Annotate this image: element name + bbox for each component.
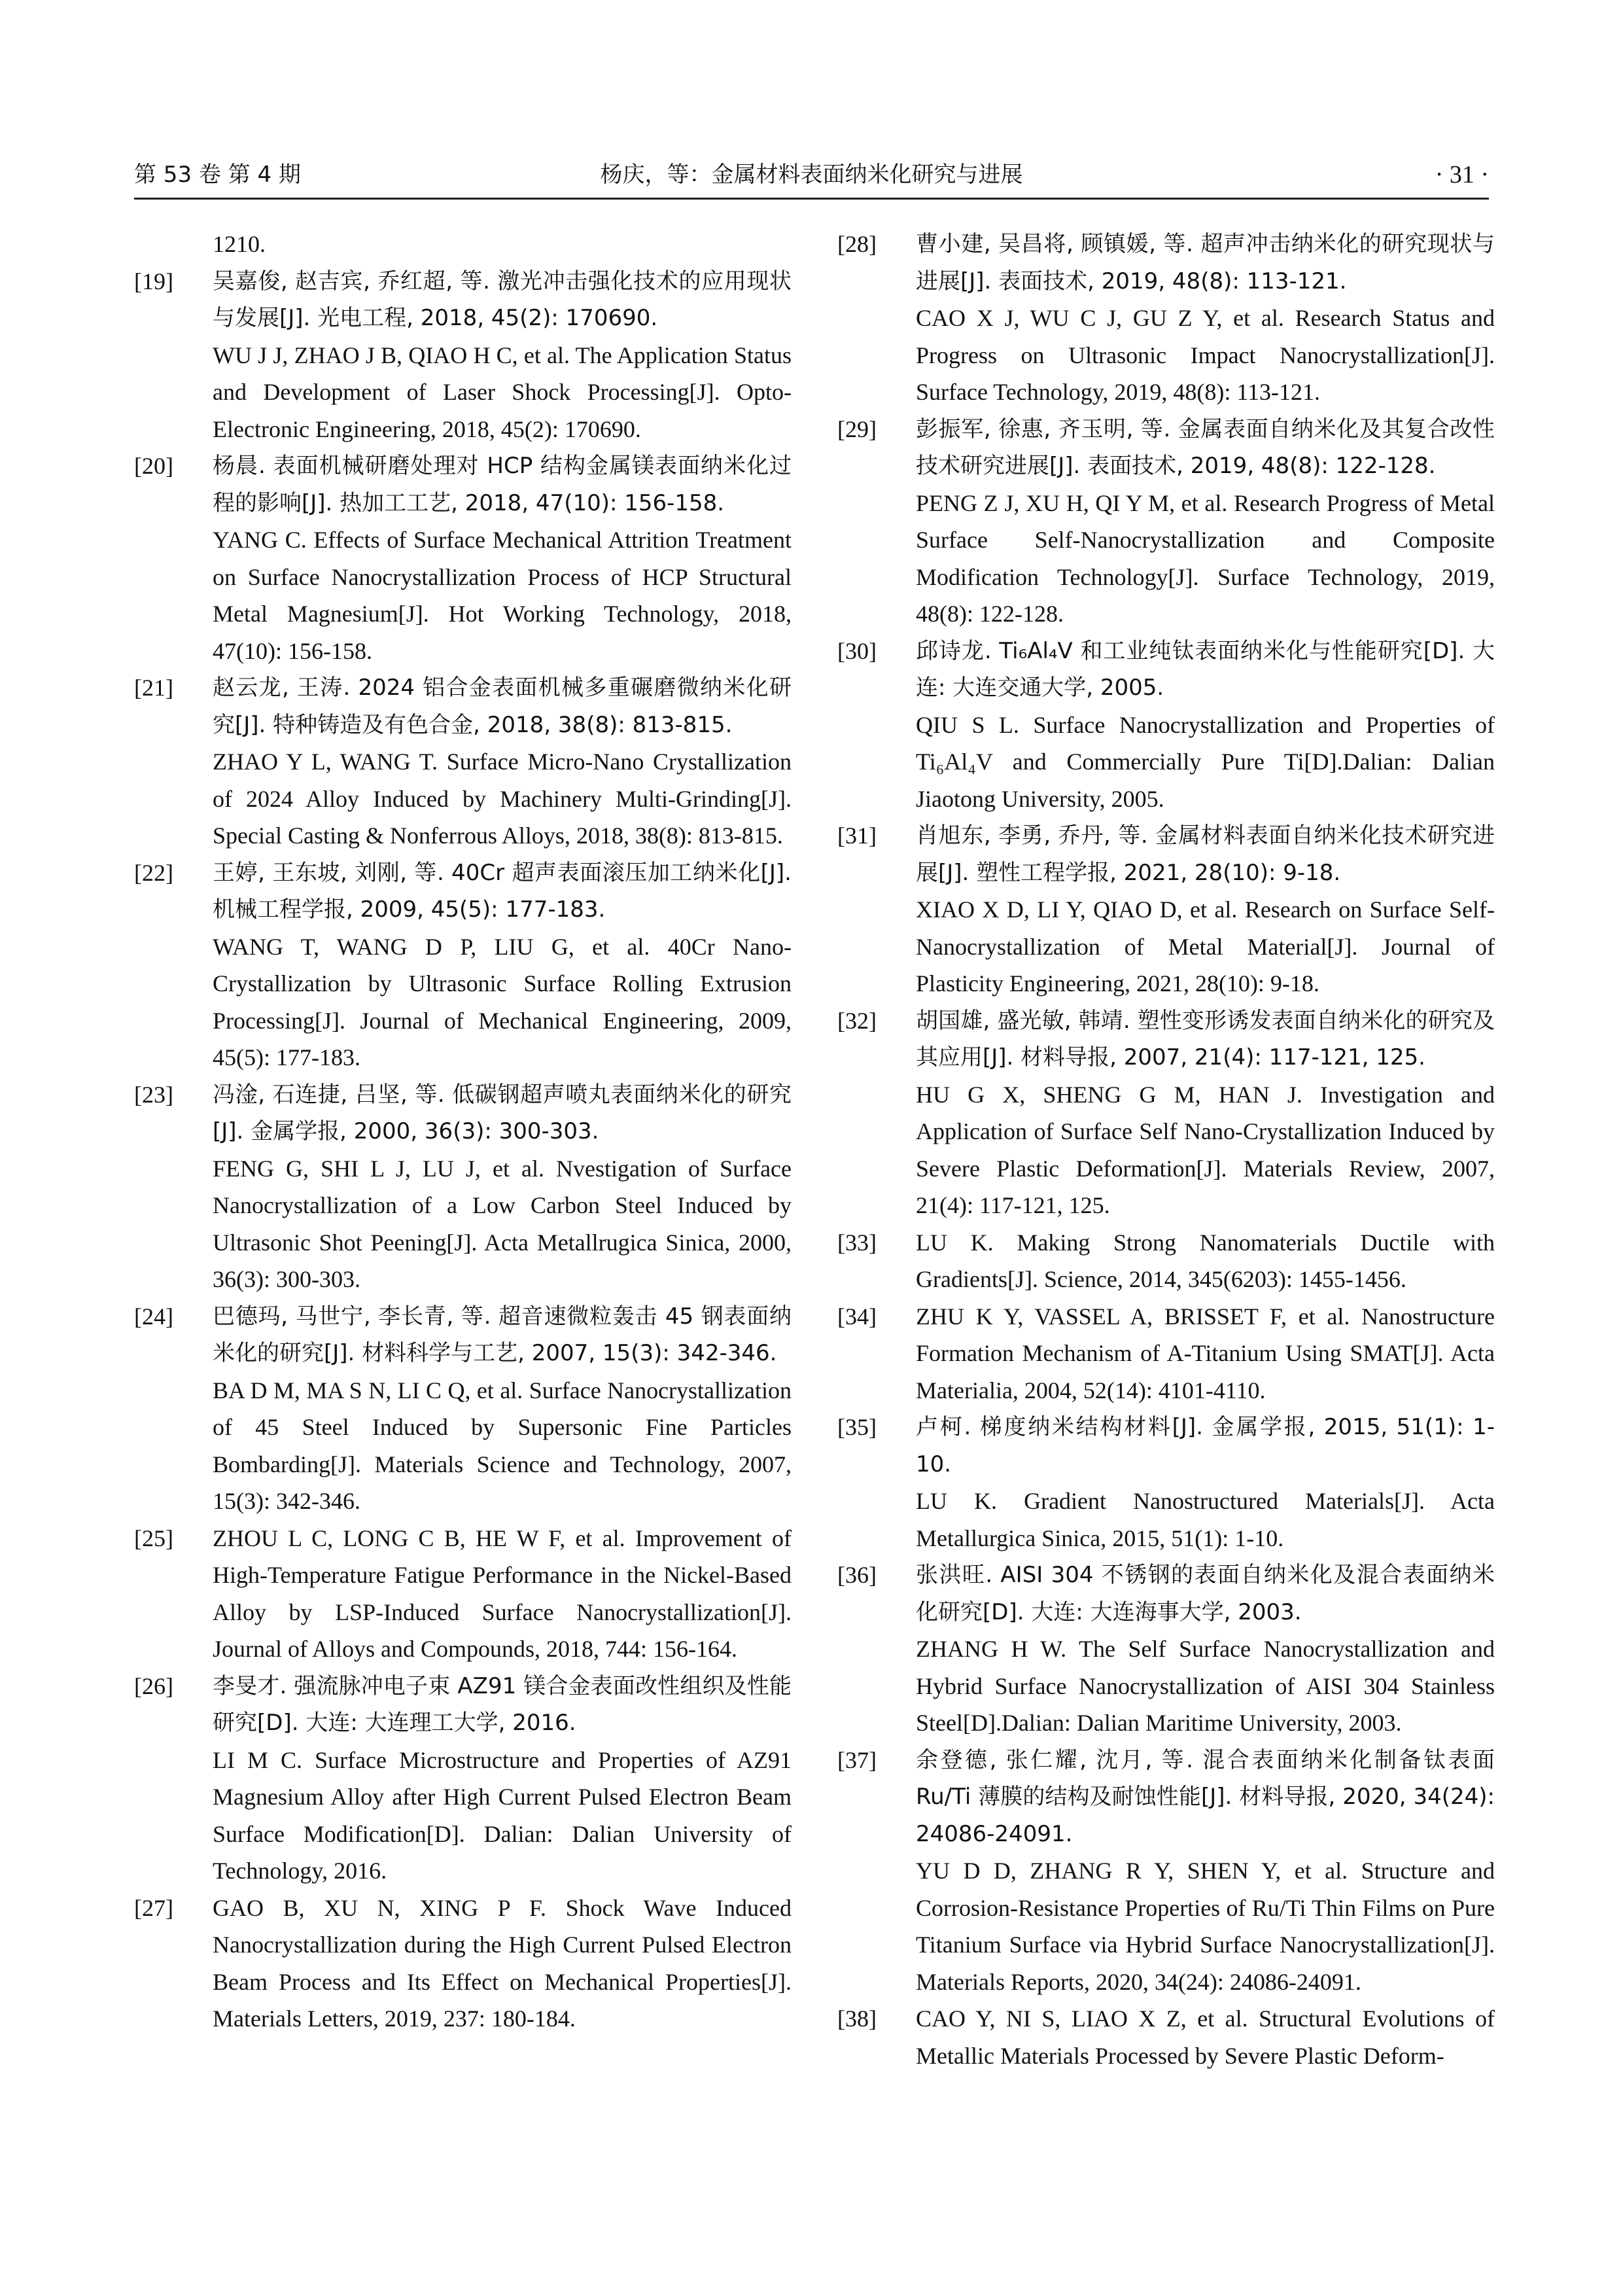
reference-number: [31] — [837, 822, 877, 849]
reference-english: QIU S L. Surface Nanocrystallization and Properties of Ti₆Al₄V and Commercially Pure Ti[D].Dalian: Dalian Jiaotong University, 2005. — [916, 711, 1495, 812]
reference-number: [29] — [837, 415, 877, 442]
reference-body — [916, 1002, 1495, 1224]
left-column — [134, 226, 792, 2038]
reference-english: PENG Z J, XU H, QI Y M, et al. Research Progress of Metal Surface Self-Nanocrystallization and Composite Modification Technology[J]. Surface Technology, 2019, 48(8): 122-128. — [916, 489, 1495, 627]
reference-number: [33] — [837, 1229, 877, 1256]
reference-number: [25] — [134, 1525, 173, 1551]
reference-body — [213, 1298, 792, 1520]
reference-body — [916, 411, 1495, 633]
reference-body — [916, 1298, 1495, 1409]
page-number: · 31 · — [1435, 161, 1489, 188]
reference-english: XIAO X D, LI Y, QIAO D, et al. Research on Surface Self-Nanocrystallization of Metal Material[J]. Journal of Plasticity Engineering, 2021, 28(10): 9-18. — [916, 896, 1495, 997]
reference-chinese: 吴嘉俊, 赵吉宾, 乔红超, 等. 激光冲击强化技术的应用现状与发展[J]. 光电工程, 2018, 45(2): 170690. — [213, 268, 792, 331]
reference-english: ZHANG H W. The Self Surface Nanocrystallization and Hybrid Surface Nanocrystallization of AISI 304 Stainless Steel[D].Dalian: Dalian Maritime University, 2003. — [916, 1636, 1495, 1736]
reference-english: WU J J, ZHAO J B, QIAO H C, et al. The Application Status and Development of Laser Shock Processing[J]. Opto-Electronic Engineering, 2018, 45(2): 170690. — [213, 342, 792, 442]
reference-item — [134, 669, 792, 855]
reference-item — [837, 1557, 1495, 1742]
running-header — [134, 152, 1489, 200]
reference-item — [134, 263, 792, 448]
reference-number: [21] — [134, 675, 173, 701]
reference-number: [22] — [134, 859, 173, 886]
reference-chinese: 李旻才. 强流脉冲电子束 AZ91 镁合金表面改性组织及性能研究[D]. 大连: 大连理工大学, 2016. — [213, 1672, 792, 1736]
reference-body — [213, 669, 792, 855]
reference-english: CAO X J, WU C J, GU Z Y, et al. Research Status and Progress on Ultrasonic Impact Nanocrystallization[J]. Surface Technology, 2019, 48(8): 113-121. — [916, 305, 1495, 405]
reference-item — [134, 1890, 792, 2038]
reference-number: [36] — [837, 1562, 877, 1588]
reference-english: LU K. Gradient Nanostructured Materials[J]. Acta Metallurgica Sinica, 2015, 51(1): 1-10. — [916, 1488, 1495, 1551]
reference-chinese: 冯淦, 石连捷, 吕坚, 等. 低碳钢超声喷丸表面纳米化的研究[J]. 金属学报, 2000, 36(3): 300-303. — [213, 1081, 792, 1144]
reference-body — [916, 226, 1495, 411]
reference-number: [23] — [134, 1081, 173, 1108]
reference-chinese: 杨晨. 表面机械研磨处理对 HCP 结构金属镁表面纳米化过程的影响[J]. 热加工工艺, 2018, 47(10): 156-158. — [213, 453, 792, 516]
reference-body — [213, 855, 792, 1076]
reference-body — [213, 263, 792, 448]
reference-english: GAO B, XU N, XING P F. Shock Wave Induced Nanocrystallization during the High Current Pulsed Electron Beam Process and Its Effect on Mechanical Properties[J]. Materials Letters, 2019, 237: 180-184. — [213, 1894, 792, 2032]
reference-english: LI M C. Surface Microstructure and Properties of AZ91 Magnesium Alloy after High Current Pulsed Electron Beam Surface Modification[D]. Dalian: Dalian University of Technology, 2016. — [213, 1746, 792, 1884]
issue-info: 第 53 卷 第 4 期 — [134, 162, 301, 188]
reference-english: CAO Y, NI S, LIAO X Z, et al. Structural Evolutions of Metallic Materials Processed by Severe Plastic Deform- — [916, 2005, 1495, 2069]
left-reference-list — [134, 263, 792, 2038]
reference-english: ZHOU L C, LONG C B, HE W F, et al. Improvement of High-Temperature Fatigue Performance in the Nickel-Based Alloy by LSP-Induced Surface Nanocrystallization[J]. Journal of Alloys and Compounds, 2018, 744: 156-164. — [213, 1525, 792, 1662]
reference-chinese: 巴德玛, 马世宁, 李长青, 等. 超音速微粒轰击 45 钢表面纳米化的研究[J]. 材料科学与工艺, 2007, 15(3): 342-346. — [213, 1303, 792, 1366]
running-title: 杨庆，等：金属材料表面纳米化研究与进展 — [600, 162, 1023, 188]
reference-item — [837, 1224, 1495, 1298]
reference-english: ZHAO Y L, WANG T. Surface Micro-Nano Crystallization of 2024 Alloy Induced by Machinery Multi-Grinding[J]. Special Casting & Nonferrous Alloys, 2018, 38(8): 813-815. — [213, 749, 792, 849]
right-reference-list — [837, 226, 1495, 2074]
reference-chinese: 曹小建, 吴昌将, 顾镇媛, 等. 超声冲击纳米化的研究现状与进展[J]. 表面技术, 2019, 48(8): 113-121. — [916, 231, 1495, 294]
reference-number: [24] — [134, 1303, 173, 1330]
reference-chinese: 王婷, 王东坡, 刘刚, 等. 40Cr 超声表面滚压加工纳米化[J]. 机械工程学报, 2009, 45(5): 177-183. — [213, 859, 792, 923]
reference-body — [916, 817, 1495, 1002]
reference-number: [20] — [134, 453, 173, 479]
reference-body — [213, 1076, 792, 1298]
reference-chinese: 彭振军, 徐惠, 齐玉明, 等. 金属表面自纳米化及其复合改性技术研究进展[J]. 表面技术, 2019, 48(8): 122-128. — [916, 415, 1495, 479]
reference-item — [837, 1002, 1495, 1224]
reference-chinese: 胡国雄, 盛光敏, 韩靖. 塑性变形诱发表面自纳米化的研究及其应用[J]. 材料导报, 2007, 21(4): 117-121, 125. — [916, 1007, 1495, 1070]
reference-item — [837, 1298, 1495, 1409]
reference-number: [28] — [837, 231, 877, 257]
reference-english: FENG G, SHI L J, LU J, et al. Nvestigation of Surface Nanocrystallization of a Low Carbon Steel Induced by Ultrasonic Shot Peening[J]. Acta Metallrugica Sinica, 2000, 36(3): 300-303. — [213, 1155, 792, 1292]
reference-item — [134, 1298, 792, 1520]
reference-english: YANG C. Effects of Surface Mechanical Attrition Treatment on Surface Nanocrystallization Process of HCP Structural Metal Magnesium[J]. Hot Working Technology, 2018, 47(10): 156-158. — [213, 527, 792, 664]
reference-item — [837, 1409, 1495, 1557]
reference-english: ZHU K Y, VASSEL A, BRISSET F, et al. Nanostructure Formation Mechanism of A-Titanium Using SMAT[J]. Acta Materialia, 2004, 52(14): 4101-4110. — [916, 1303, 1495, 1404]
reference-item — [837, 411, 1495, 633]
reference-body — [916, 633, 1495, 818]
reference-english: HU G X, SHENG G M, HAN J. Investigation and Application of Surface Self Nano-Crystallization Induced by Severe Plastic Deformation[J]. Materials Review, 2007, 21(4): 117-121, 125. — [916, 1081, 1495, 1218]
reference-chinese: 赵云龙, 王涛. 2024 铝合金表面机械多重碾磨微纳米化研究[J]. 特种铸造及有色合金, 2018, 38(8): 813-815. — [213, 675, 792, 738]
reference-number: [30] — [837, 637, 877, 664]
reference-body — [916, 1557, 1495, 1742]
reference-chinese: 邱诗龙. Ti₆Al₄V 和工业纯钛表面纳米化与性能研究[D]. 大连: 大连交通大学, 2005. — [916, 637, 1495, 701]
reference-continuation — [134, 226, 792, 263]
reference-item — [837, 817, 1495, 1002]
reference-item — [134, 1668, 792, 1890]
reference-number: [32] — [837, 1007, 877, 1034]
reference-chinese: 肖旭东, 李勇, 乔丹, 等. 金属材料表面自纳米化技术研究进展[J]. 塑性工程学报, 2021, 28(10): 9-18. — [916, 822, 1495, 886]
reference-body — [916, 1409, 1495, 1557]
reference-body — [916, 1224, 1495, 1298]
reference-body — [213, 1890, 792, 2038]
reference-item — [837, 226, 1495, 411]
reference-number: [35] — [837, 1414, 877, 1440]
reference-item — [134, 855, 792, 1076]
reference-number: [37] — [837, 1746, 877, 1773]
reference-item — [134, 1520, 792, 1668]
reference-body — [213, 1668, 792, 1890]
reference-item — [837, 633, 1495, 818]
reference-body — [213, 1520, 792, 1668]
reference-item — [134, 1076, 792, 1298]
reference-english: WANG T, WANG D P, LIU G, et al. 40Cr Nano-Crystallization by Ultrasonic Surface Rolling Extrusion Processing[J]. Journal of Mechanical Engineering, 2009, 45(5): 177-183. — [213, 933, 792, 1070]
reference-body — [213, 448, 792, 669]
reference-body — [916, 1742, 1495, 2001]
right-column — [837, 226, 1495, 2074]
reference-english: YU D D, ZHANG R Y, SHEN Y, et al. Structure and Corrosion-Resistance Properties of Ru/Ti Thin Films on Pure Titanium Surface via Hybrid Surface Nanocrystallization[J]. Materials Reports, 2020, 34(24): 24086-24091. — [916, 1858, 1495, 1995]
reference-item — [837, 2000, 1495, 2074]
reference-number: [38] — [837, 2005, 877, 2032]
reference-item — [134, 448, 792, 669]
reference-chinese: 卢柯. 梯度纳米结构材料[J]. 金属学报, 2015, 51(1): 1-10. — [916, 1414, 1495, 1477]
continuation-text: 1210. — [213, 231, 266, 257]
reference-number: [19] — [134, 268, 173, 294]
reference-chinese: 张洪旺. AISI 304 不锈钢的表面自纳米化及混合表面纳米化研究[D]. 大连: 大连海事大学, 2003. — [916, 1562, 1495, 1625]
reference-number: [27] — [134, 1894, 173, 1921]
reference-body — [916, 2000, 1495, 2074]
reference-english: BA D M, MA S N, LI C Q, et al. Surface Nanocrystallization of 45 Steel Induced by Supersonic Fine Particles Bombarding[J]. Materials Science and Technology, 2007, 15(3): 342-346. — [213, 1377, 792, 1514]
reference-english: LU K. Making Strong Nanomaterials Ductile with Gradients[J]. Science, 2014, 345(6203): 1455-1456. — [916, 1229, 1495, 1292]
reference-chinese: 余登德, 张仁耀, 沈月, 等. 混合表面纳米化制备钛表面 Ru/Ti 薄膜的结构及耐蚀性能[J]. 材料导报, 2020, 34(24): 24086-24091. — [916, 1746, 1495, 1847]
reference-item — [837, 1742, 1495, 2001]
reference-number: [26] — [134, 1672, 173, 1699]
reference-number: [34] — [837, 1303, 877, 1330]
